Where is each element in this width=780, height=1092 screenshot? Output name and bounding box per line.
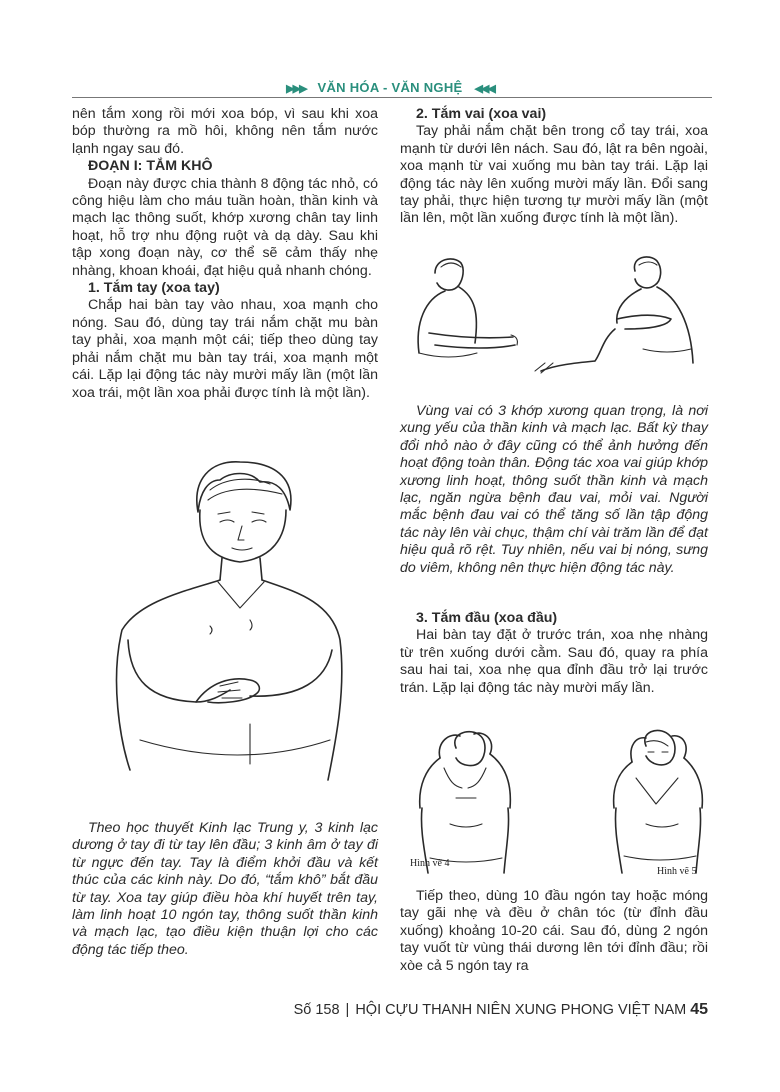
footer-separator: | <box>345 1002 350 1018</box>
figure-hand-rub <box>100 450 350 790</box>
left-caption <box>72 820 378 959</box>
section-header <box>72 80 708 95</box>
right-column-bottom <box>400 888 708 975</box>
left-column <box>72 106 378 402</box>
right-paragraph-3: Tiếp theo, dùng 10 đầu ngón tay hoặc móng tay gãi nhẹ và đều ở chân tóc (từ đỉnh đầu xuống) khoảng 10-20 cái. Sau đó, dùng 2 ngón tay vuốt từ vùng thái dương lên tới đỉnh đầu; rồi xòe cả 5 ngón tay ra <box>400 888 708 974</box>
right-caption <box>400 403 708 577</box>
section-title: VĂN HÓA - VĂN NGHỆ <box>317 80 463 95</box>
right-column-top <box>400 106 708 228</box>
right-paragraph-1: Tay phải nắm chặt bên trong cổ tay trái, xoa mạnh từ dưới lên nách. Sau đó, lật ra bên ngoài, xoa mạnh từ vai xuống mu bàn tay trái. Lặp lại động tác này lên xuống mười mấy lần. Đổi sang tay phải, thực hiện tương tự mười mấy lần (một lần lên, một lần xuống được tính là một lần). <box>400 123 708 227</box>
heading-tam-dau: 3. Tắm đầu (xoa đầu) <box>416 610 558 626</box>
left-paragraph-1: nên tắm xong rồi mới xoa bóp, vì sau khi xoa bóp thường ra mồ hôi, không nên tắm nước lạnh ngay sau đó. <box>72 106 378 157</box>
caption-tam-tay: Theo học thuyết Kinh lạc Trung y, 3 kinh lạc dương ở tay đi từ tay lên đầu; 3 kinh âm ở tay đi từ ngực đến tay. Tay là điểm khởi đầu và kết thúc của các kinh này. Do đó, “tắm khô” bắt đầu từ tay. Xoa tay giúp điều hòa khí huyết trên tay, làm linh hoạt 10 ngón tay, thông suốt thần kinh và mạch lạc, tạo điều kiện thuận lợi cho các động tác tiếp theo. <box>72 820 378 958</box>
header-right-arrows: ◀◀◀ <box>474 83 494 95</box>
header-left-arrows: ▶▶▶ <box>286 83 306 95</box>
caption-tam-vai: Vùng vai có 3 khớp xương quan trọng, là nơi xung yếu của thần kinh và mạch lạc. Bất kỳ thay đổi nhỏ nào ở đây cũng có thể ảnh hưởng đến hoạt động toàn thân. Động tác xoa vai giúp khớp xương linh hoạt, thông suốt thần kinh và mạch lạc, ngăn ngừa bệnh đau vai, mỏi vai. Người mắc bệnh đau vai có thể tăng số lần tập động tác này lên vài chục, thậm chí vài trăm lần để đạt hiệu quả rõ rệt. Tuy nhiên, nếu vai bị nóng, sưng do viêm, không nên thực hiện động tác này. <box>400 403 708 576</box>
figure-head-rub <box>400 728 710 878</box>
page-number: 45 <box>690 1001 708 1018</box>
left-paragraph-3: Chắp hai bàn tay vào nhau, xoa mạnh cho nóng. Sau đó, dùng tay trái nắm chặt mu bàn tay phải, xoa mạnh một cái; tiếp theo dùng tay phải nắm chặt mu bàn tay trái, xoa mạnh một cái. Lặp lại động tác này mười mấy lần (một lần xoa trái, một lần xoa phải được tính là một lần). <box>72 297 378 401</box>
section-heading: ĐOẠN I: TẮM KHÔ <box>88 158 213 175</box>
heading-tam-vai: 2. Tắm vai (xoa vai) <box>416 106 547 122</box>
header-rule <box>72 97 712 98</box>
organization-name: HỘI CỰU THANH NIÊN XUNG PHONG VIỆT NAM <box>355 1002 687 1018</box>
issue-number: Số 158 <box>293 1002 340 1018</box>
figure-4-label: Hình vẽ 4 <box>410 858 450 869</box>
right-paragraph-2: Hai bàn tay đặt ở trước trán, xoa nhẹ nhàng từ trên xuống dưới cằm. Sau đó, quay ra phía sau hai tai, xoa nhẹ qua đỉnh đầu trở lại trước trán. Lặp lại động tác này mười mấy lần. <box>400 627 708 696</box>
left-paragraph-2: Đoạn này được chia thành 8 động tác nhỏ, có công hiệu làm cho máu tuần hoàn, thần kinh và mạch lạc thông suốt, khớp xương chân tay linh hoạt, hỗ trợ nhu động ruột và dạ dày. Sau khi tập xong đoạn này, cơ thể sẽ cảm thấy nhẹ nhàng, khoan khoái, đạt hiệu quả nhanh chóng. <box>72 175 378 279</box>
right-column-middle <box>400 610 708 697</box>
figure-shoulder-rub <box>405 253 710 378</box>
page-footer <box>294 1001 708 1019</box>
heading-tam-tay: 1. Tắm tay (xoa tay) <box>88 280 220 297</box>
figure-5-label: Hình vẽ 5 <box>657 866 697 877</box>
